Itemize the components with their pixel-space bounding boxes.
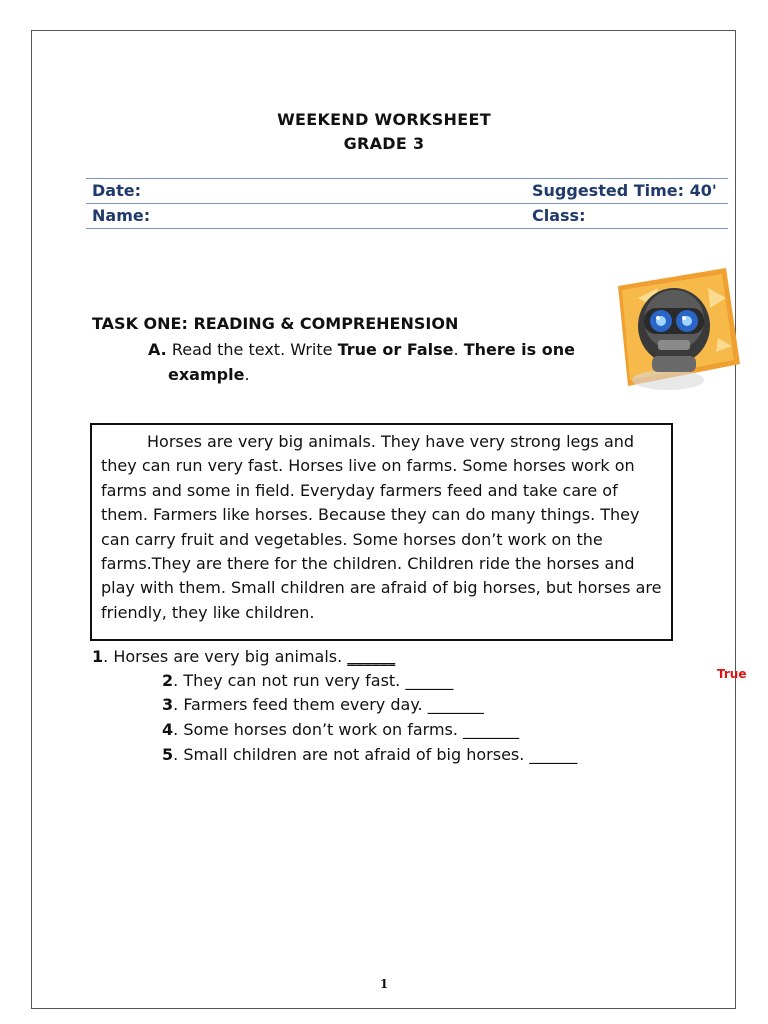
question-5: 5. Small children are not afraid of big horses. ______ (162, 745, 578, 764)
part-letter: A. (148, 340, 167, 359)
instruction-true-false: True or False (337, 340, 454, 359)
instruction-example-line1: There is one (463, 340, 575, 359)
example-answer: True (717, 667, 747, 681)
task-instruction-line2 (168, 365, 250, 384)
date-label: Date: (92, 181, 141, 200)
answer-blank-5[interactable]: ______ (529, 745, 578, 764)
header-line-bottom (86, 228, 728, 229)
reading-passage: Horses are very big animals. They have very strong legs and they can run very fast. Horses live on farms. Some horses work on farms and some in field. Everyday farmers feed and take care of them. Farmers like horses. Because they can do many things. They can carry fruit and vegetables. Some horses don’t work on the farms.They are there for the children. Children ride the horses and play with them. Small children are afraid of big horses, but horses are friendly, they like children. (101, 432, 662, 622)
answer-blank-1[interactable]: ______ (347, 647, 396, 666)
answer-blank-3[interactable]: _______ (427, 695, 484, 714)
suggested-time-label: Suggested Time: 40' (532, 181, 717, 200)
robot-icon (598, 268, 740, 398)
name-label: Name: (92, 206, 151, 225)
grade-title: GRADE 3 (343, 134, 425, 153)
instruction-period: . (244, 365, 250, 384)
task-instruction (148, 340, 575, 359)
task-heading: TASK ONE: READING & COMPREHENSION (92, 314, 459, 333)
instruction-example-line2: example (168, 365, 245, 384)
header-line-middle (86, 203, 728, 204)
worksheet-title: WEEKEND WORKSHEET (277, 110, 491, 129)
class-label: Class: (532, 206, 586, 225)
question-4: 4. Some horses don’t work on farms. _______ (162, 720, 520, 739)
question-3: 3. Farmers feed them every day. _______ (162, 695, 484, 714)
instruction-text: Read the text. Write (166, 340, 338, 359)
question-1: 1. Horses are very big animals. ______ (92, 647, 396, 666)
page-number: 1 (379, 977, 389, 991)
header-line-top (86, 178, 728, 179)
instruction-dot: . (453, 340, 464, 359)
answer-blank-4[interactable]: _______ (463, 720, 520, 739)
answer-blank-2[interactable]: ______ (405, 671, 454, 690)
question-2: 2. They can not run very fast. ______ (162, 671, 454, 690)
